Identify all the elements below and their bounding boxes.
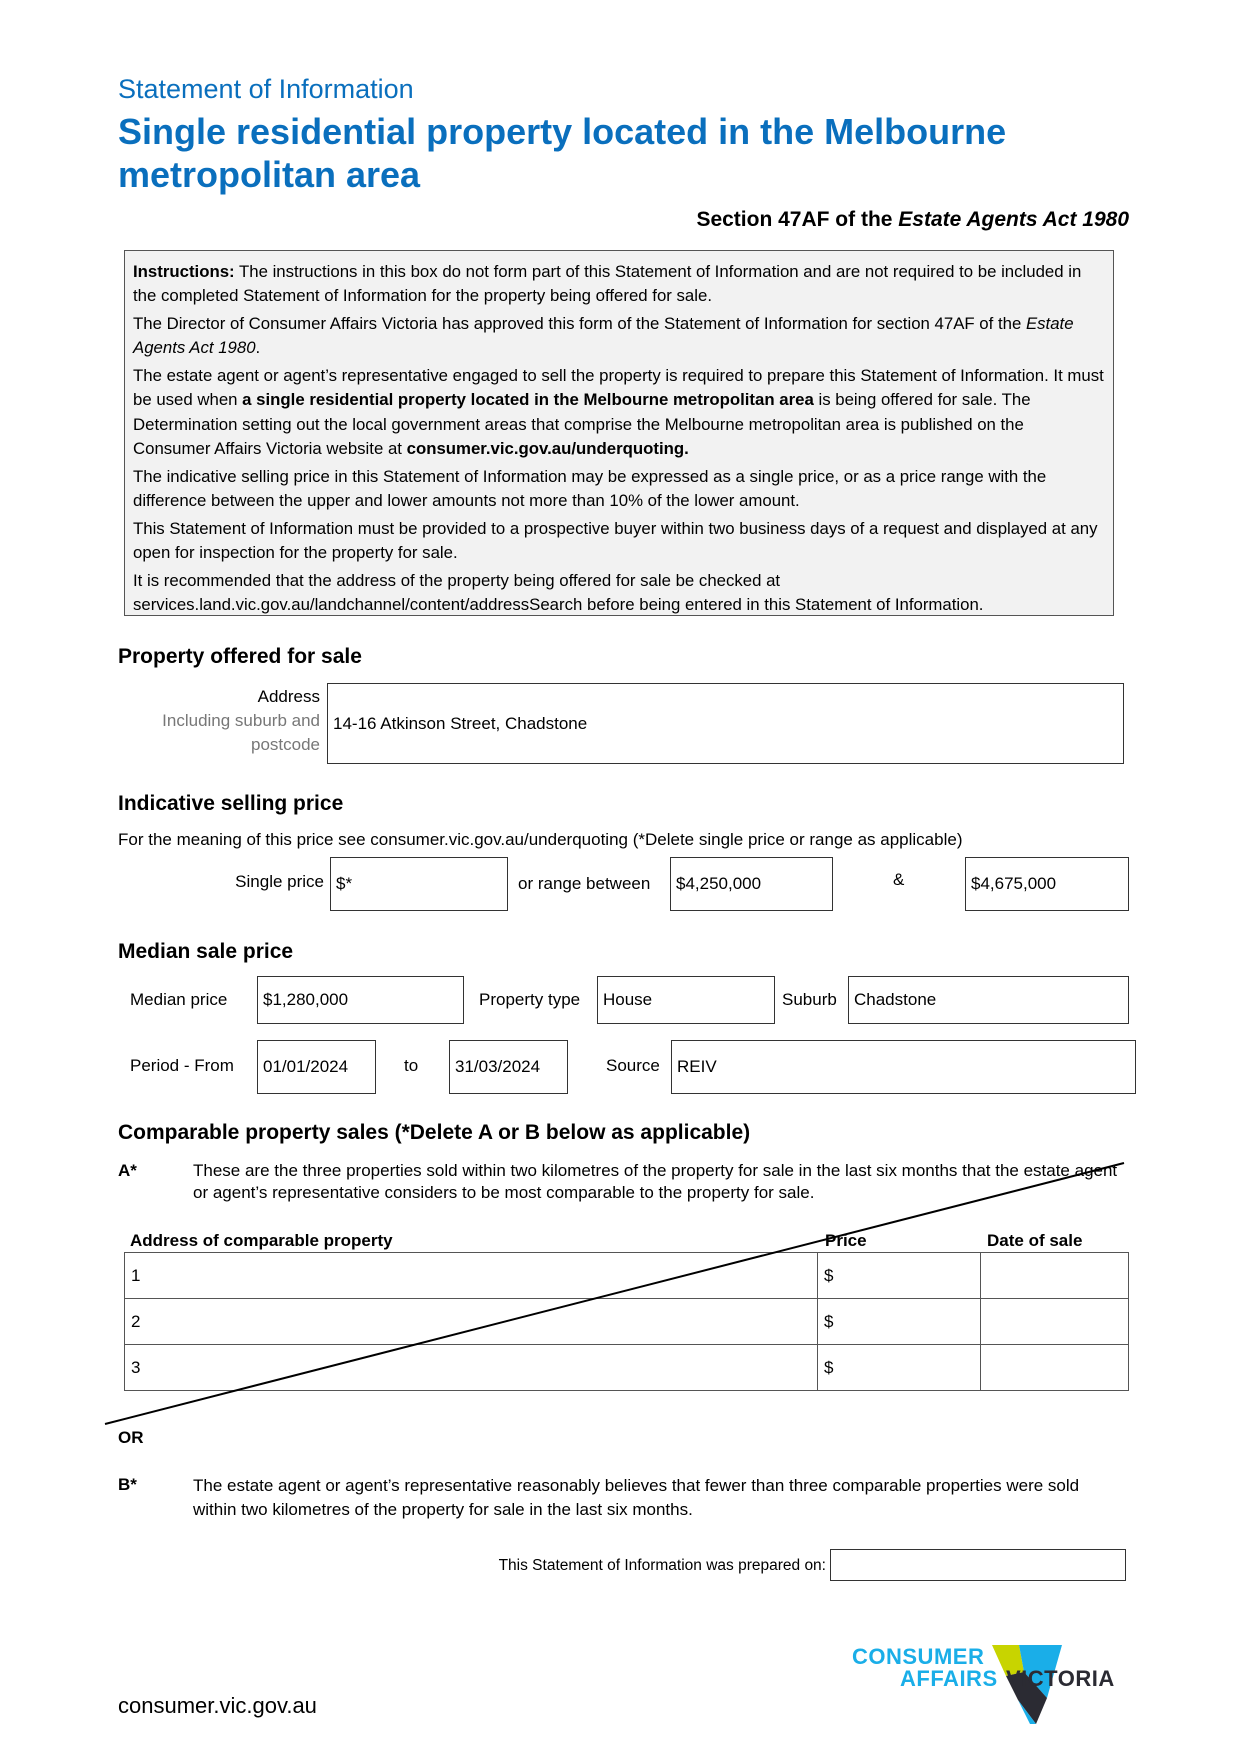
document-subtitle: Statement of Information xyxy=(118,74,414,104)
col-price-header: Price xyxy=(825,1231,867,1250)
address-hint-1: Including suburb and xyxy=(162,711,320,730)
period-from-field[interactable]: 01/01/2024 xyxy=(257,1040,376,1094)
period-to-label: to xyxy=(404,1056,419,1075)
footer-url[interactable]: consumer.vic.gov.au xyxy=(118,1693,317,1718)
option-a-label: A* xyxy=(118,1161,137,1180)
single-price-label: Single price xyxy=(235,872,324,891)
col-address-header: Address of comparable property xyxy=(130,1231,393,1250)
comparable-price-3[interactable]: $ xyxy=(818,1345,981,1391)
range-ampersand: & xyxy=(893,870,905,889)
document-title: Single residential property located in the Melbourne metropolitan area xyxy=(118,111,1007,195)
instructions-text-3a: The estate agent or agent’s representative engaged to sell the property is required to prepare this Statement of Information. It must be used when xyxy=(133,366,1104,410)
act-name: Estate Agents Act 1980 xyxy=(898,208,1129,231)
range-high-field[interactable]: $4,675,000 xyxy=(965,857,1129,911)
underquoting-link[interactable]: consumer.vic.gov.au/underquoting. xyxy=(406,439,689,459)
instructions-text-2b: . xyxy=(255,338,261,358)
option-b-text: The estate agent or agent’s representative reasonably believes that fewer than three comparable properties were sold within two kilometres of the property for sale in the last six months. xyxy=(193,1476,1080,1519)
period-from-label: Period - From xyxy=(130,1056,234,1075)
period-to-field[interactable]: 31/03/2024 xyxy=(449,1040,568,1094)
indicative-heading: Indicative selling price xyxy=(118,792,344,815)
instructions-bold: a single residential property located in the Melbourne metropolitan area xyxy=(242,390,814,410)
median-price-label: Median price xyxy=(130,990,228,1009)
prepared-on-label: This Statement of Information was prepared on: xyxy=(498,1557,826,1574)
comparable-address-2[interactable]: 2 xyxy=(125,1299,818,1345)
suburb-label: Suburb xyxy=(782,990,837,1009)
median-heading: Median sale price xyxy=(118,940,294,963)
comparable-address-1[interactable]: 1 xyxy=(125,1253,818,1299)
logo-consumer-text: CONSUMER xyxy=(852,1644,985,1669)
comparable-price-2[interactable]: $ xyxy=(818,1299,981,1345)
range-low-field[interactable]: $4,250,000 xyxy=(670,857,833,911)
consumer-affairs-victoria-logo xyxy=(850,1638,1130,1728)
address-label: Address xyxy=(257,687,320,706)
logo-affairs-text: AFFAIRS xyxy=(900,1666,998,1691)
instructions-p6: It is recommended that the address of the property being offered for sale be checked at services.land.vic.gov.au/landchannel/content/addressSearch before being entered in this Statement of Information. xyxy=(133,571,984,615)
property-heading: Property offered for sale xyxy=(118,645,362,668)
instructions-p4: The indicative selling price in this Statement of Information may be expressed as a single price, or as a price range with the difference between the upper and lower amounts not more than 10% of the lower amount. xyxy=(133,466,1047,511)
instructions-act: Estate Agents Act 1980 xyxy=(133,314,1074,358)
median-price-field[interactable]: $1,280,000 xyxy=(257,976,464,1024)
or-label: OR xyxy=(118,1428,144,1447)
instructions-text-3b: is being offered for sale. The Determination setting out the local government areas that comprise the Melbourne metropolitan area is published on the Consumer Affairs Victoria website at xyxy=(133,390,1031,459)
source-field[interactable]: REIV xyxy=(671,1040,1136,1094)
source-label: Source xyxy=(606,1056,660,1075)
suburb-field[interactable]: Chadstone xyxy=(848,976,1129,1024)
instructions-p5: This Statement of Information must be provided to a prospective buyer within two business days of a request and displayed at any open for inspection for the property for sale. xyxy=(133,518,1098,563)
instructions-text-1: The instructions in this box do not form part of this Statement of Information and are not required to be included in the completed Statement of Information for the property being offered for sale. xyxy=(133,262,1082,306)
address-field[interactable]: 14-16 Atkinson Street, Chadstone xyxy=(327,683,1124,764)
property-type-label: Property type xyxy=(479,990,581,1009)
col-date-header: Date of sale xyxy=(987,1231,1083,1250)
comparable-price-1[interactable]: $ xyxy=(818,1253,981,1299)
logo-victoria-text: VICTORIA xyxy=(1006,1666,1115,1691)
comparable-address-3[interactable]: 3 xyxy=(125,1345,818,1391)
prepared-on-field[interactable] xyxy=(830,1549,1126,1581)
comparable-heading: Comparable property sales (*Delete A or B below as applicable) xyxy=(118,1121,751,1144)
range-label: or range between xyxy=(518,874,651,893)
instructions-text-2a: The Director of Consumer Affairs Victoria has approved this form of the Statement of Information for section 47AF of the xyxy=(133,314,1026,334)
option-a-text: These are the three properties sold within two kilometres of the property for sale in the last six months that the estate agent or agent’s representative considers to be most comparable to the property for sale. xyxy=(193,1161,1118,1202)
section-prefix: Section 47AF of the xyxy=(696,208,899,231)
single-price-field[interactable]: $* xyxy=(330,857,508,911)
property-type-field[interactable]: House xyxy=(597,976,775,1024)
indicative-note: For the meaning of this price see consumer.vic.gov.au/underquoting (*Delete single price or range as applicable) xyxy=(118,830,963,849)
instructions-label: Instructions: xyxy=(133,262,235,281)
option-b-label: B* xyxy=(118,1475,137,1494)
address-hint-2: postcode xyxy=(251,735,320,754)
